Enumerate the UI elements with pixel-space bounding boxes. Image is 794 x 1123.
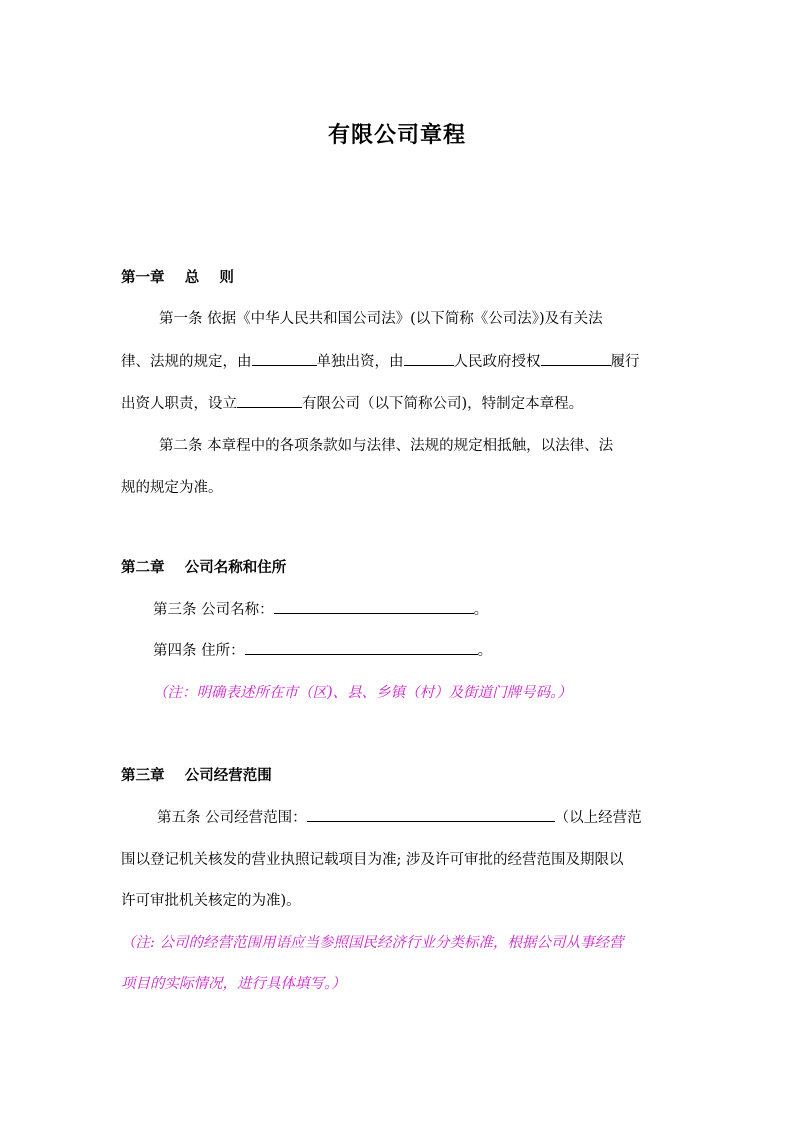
- article-3-label: 第三条 公司名称：: [153, 602, 274, 618]
- chapter-1-heading: 第一章 总 则: [121, 269, 234, 286]
- chapter-2-heading: 第二章 公司名称和住所: [121, 559, 287, 576]
- investor-blank: [252, 351, 317, 366]
- article-2-line-1: 第二条 本章程中的各项条款如与法律、法规的规定相抵触，以法律、法: [159, 438, 614, 454]
- company-name-blank-1: [237, 393, 302, 408]
- article-4: [153, 639, 492, 660]
- address-blank: [245, 640, 478, 655]
- article-5-line-2: 围以登记机关核发的营业执照记载项目为准; 涉及许可审批的经营范围及期限以: [121, 852, 624, 868]
- business-scope-blank: [307, 807, 555, 822]
- article-1-text-d: 履行: [610, 354, 640, 370]
- article-5-label: 第五条 公司经营范围：: [157, 810, 307, 826]
- article-1-text-f: 有限公司（以下简称公司)，特制定本章程。: [302, 396, 584, 412]
- article-4-label: 第四条 住所：: [153, 643, 245, 659]
- chapter-3-heading: 第三章 公司经营范围: [121, 767, 272, 784]
- address-note: （注：明确表述所在市（区)、县、乡镇（村）及街道门牌号码。）: [153, 685, 572, 701]
- article-3-end: 。: [473, 602, 489, 618]
- article-1-text-c: 人民政府授权: [453, 354, 541, 370]
- document-title: 有限公司章程: [327, 122, 466, 148]
- article-1-text-a: 律、法规的规定，由: [121, 354, 252, 370]
- article-2-line-2: 规的规定为准。: [121, 480, 223, 496]
- company-name-blank-2: [274, 599, 474, 614]
- article-1-text-b: 单独出资，由: [316, 354, 404, 370]
- article-1-line-2: [121, 350, 640, 371]
- article-4-end: 。: [477, 643, 493, 659]
- business-scope-note-line-1: （注: 公司的经营范围用语应当参照国民经济行业分类标准，根据公司从事经营: [121, 935, 624, 951]
- article-5-text-a: （以上经营范: [554, 810, 642, 826]
- authorized-body-blank: [541, 351, 611, 366]
- article-1-line-1: 第一条 依据《中华人民共和国公司法》(以下简称《公司法》)及有关法: [159, 311, 603, 327]
- article-1-line-3: [121, 392, 583, 413]
- article-5-line-3: 许可审批机关核定的为准)。: [121, 893, 301, 909]
- article-3: [153, 598, 488, 619]
- article-5-line-1: [157, 806, 642, 827]
- article-1-text-e: 出资人职责，设立: [121, 396, 237, 412]
- government-blank: [404, 351, 454, 366]
- business-scope-note-line-2: 项目的实际情况，进行具体填写。）: [121, 976, 346, 992]
